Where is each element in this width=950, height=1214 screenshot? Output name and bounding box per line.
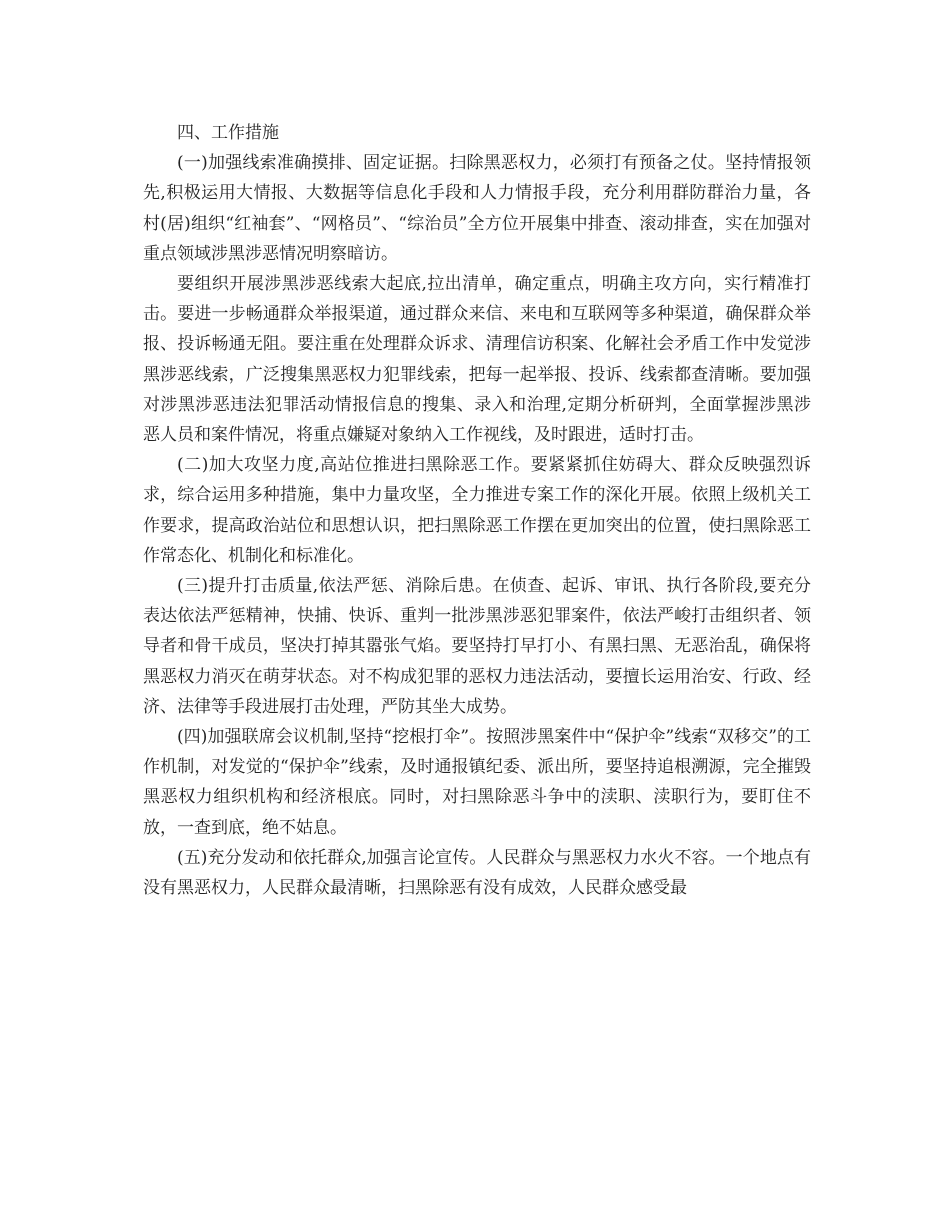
document-body <box>143 118 811 903</box>
paragraph-2: 要组织开展涉黑涉恶线索大起底,拉出清单，确定重点，明确主攻方向，实行精准打击。要进一步畅通群众举报渠道，通过群众来信、来电和互联网等多种渠道，确保群众举报、投诉畅通无阻。要注重在处理群众诉求、清理信访积案、化解社会矛盾工作中发觉涉黑涉恶线索，广泛搜集黑恶权力犯罪线索，把每一起举报、投诉、线索都查清晰。要加强对涉黑涉恶违法犯罪活动情报信息的搜集、录入和治理,定期分析研判，全面掌握涉黑涉恶人员和案件情况，将重点嫌疑对象纳入工作视线，及时跟进，适时打击。 <box>143 274 811 446</box>
paragraph-4: (三)提升打击质量,依法严惩、消除后患。在侦查、起诉、审讯、执行各阶段,要充分表达依法严惩精神，快捕、快诉、重判一批涉黑涉恶犯罪案件，依法严峻打击组织者、领导者和骨干成员，坚决打掉其嚣张气焰。要坚持打早打小、有黑扫黑、无恶治乱，确保将黑恶权力消灭在萌芽状态。对不构成犯罪的恶权力违法活动，要擅长运用治安、行政、经济、法律等手段进展打击处理，严防其坐大成势。 <box>143 576 811 717</box>
paragraph-5: (四)加强联席会议机制,坚持“挖根打伞”。按照涉黑案件中“保护伞”线索“双移交”的工作机制，对发觉的“保护伞”线索，及时通报镇纪委、派出所，要坚持追根溯源，完全摧毁黑恶权力组织机构和经济根底。同时，对扫黑除恶斗争中的渎职、渎职行为，要盯住不放，一查到底，绝不姑息。 <box>143 727 811 838</box>
paragraph-6: (五)充分发动和依托群众,加强言论宣传。人民群众与黑恶权力水火不容。一个地点有没有黑恶权力，人民群众最清晰，扫黑除恶有没有成效，人民群众感受最 <box>143 847 811 899</box>
paragraph-3: (二)加大攻坚力度,高站位推进扫黑除恶工作。要紧紧抓住妨碍大、群众反映强烈诉求，综合运用多种措施，集中力量攻坚，全力推进专案工作的深化开展。依照上级机关工作要求，提高政治站位和思想认识，把扫黑除恶工作摆在更加突出的位置，使扫黑除恶工作常态化、机制化和标准化。 <box>143 455 811 566</box>
paragraph-1: (一)加强线索准确摸排、固定证据。扫除黑恶权力，必须打有预备之仗。坚持情报领先,积极运用大情报、大数据等信息化手段和人力情报手段，充分利用群防群治力量，各村(居)组织“红袖套”、“网格员”、“综治员”全方位开展集中排查、滚动排查，实在加强对重点领域涉黑涉恶情况明察暗访。 <box>143 153 811 264</box>
section-heading: 四、工作措施 <box>177 123 279 143</box>
